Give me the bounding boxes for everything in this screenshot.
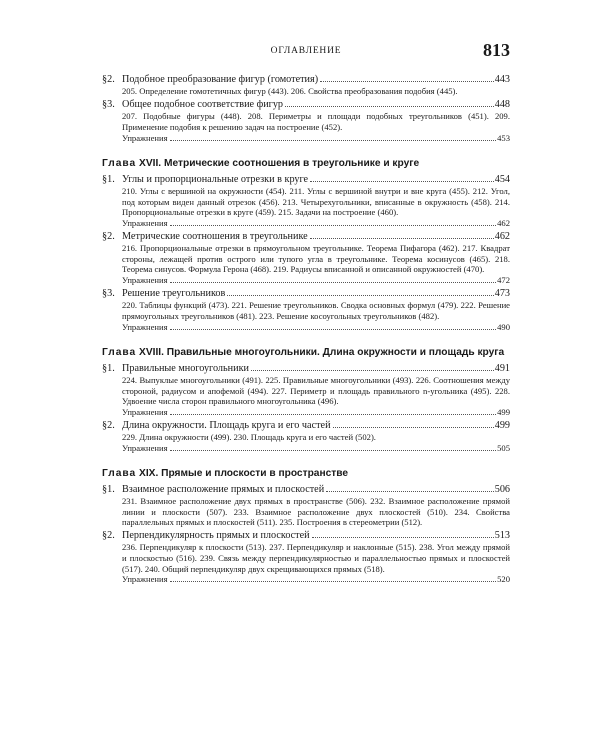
section-subtopics: 220. Таблицы функций (473). 221. Решение треугольников. Сводка основных формул (479). 222. Решение прямоугольных треугольников (481). 223. Решение косоугольных треугольников (482). <box>122 300 510 321</box>
exercises-label: Упражнения <box>122 406 168 417</box>
exercises-page: 462 <box>497 217 510 228</box>
chapter-title: XVIII. Правильные многоугольники. Длина окружности и площадь круга <box>139 346 505 358</box>
dot-leader <box>170 140 497 141</box>
section-number: §2. <box>102 230 115 242</box>
dot-leader <box>333 427 494 428</box>
dot-leader <box>310 238 494 239</box>
toc-section-entry <box>102 363 510 375</box>
section-number: §2. <box>102 529 115 541</box>
toc-exercises-entry <box>122 443 510 454</box>
section-title: Подобное преобразование фигур (гомотетия) <box>122 74 319 85</box>
toc-exercises-entry <box>122 133 510 144</box>
chapter-word: Глава <box>102 346 137 358</box>
exercises-page: 499 <box>497 406 510 417</box>
section-title: Метрические соотношения в треугольнике <box>122 230 308 242</box>
toc-section-entry <box>102 99 510 111</box>
section-number: §3. <box>102 99 115 110</box>
section-subtopics: 224. Выпуклые многоугольники (491). 225. Правильные многоугольники (493). 226. Соотношения между стороной, радиусом и апофемой (494). 227. Периметр и площадь правильного n-угольника (495). 228. Удвоение числа сторон правильного многоугольника (496). <box>122 374 510 407</box>
chapter-heading <box>102 157 510 170</box>
exercises-page: 505 <box>497 442 510 453</box>
section-subtopics: 231. Взаимное расположение двух прямых в пространстве (506). 232. Взаимное расположение прямой линии и плоскости (507). 233. Взаимное расположение двух плоскостей (510). 234. Свойства параллельных прямых и плоскостей (511). 235. Построения в стереометрии (512). <box>122 496 510 528</box>
toc-section-entry <box>102 74 510 86</box>
dot-leader <box>170 414 497 415</box>
section-title: Углы и пропорциональные отрезки в круге <box>122 173 309 185</box>
exercises-page: 490 <box>497 321 510 332</box>
toc-section-entry <box>102 174 510 186</box>
exercises-page: 472 <box>497 274 510 285</box>
section-page: 491 <box>494 362 510 374</box>
section-subtopics: 229. Длина окружности (499). 230. Площадь круга и его частей (502). <box>122 432 376 443</box>
toc-content <box>102 74 510 585</box>
dot-leader <box>310 181 494 182</box>
section-subtopics: 205. Определение гомотетичных фигур (443). 206. Свойства преобразования подобия (445). <box>122 86 458 97</box>
dot-leader <box>170 329 497 330</box>
chapter-heading <box>102 346 510 359</box>
dot-leader <box>170 581 497 582</box>
section-title: Правильные многоугольники <box>122 362 249 374</box>
toc-section-entry <box>102 420 510 432</box>
section-number: §1. <box>102 173 115 185</box>
section-subtopics: 210. Углы с вершиной на окружности (454). 211. Углы с вершиной внутри и вне круга (455). 212. Угол, под которым виден данный отрезок (456). 213. Четырехугольники, вписанные в окружность (458). 214. Пропорциональные отрезки в круге (459). 215. Задачи на построение (460). <box>122 186 510 218</box>
toc-section-entry <box>102 530 510 542</box>
section-subtopics: 207. Подобные фигуры (448). 208. Периметры и площади подобных треугольников (451). 209. Применение подобия к решению задач на построение (452). <box>122 111 510 132</box>
chapter-title: XVII. Метрические соотношения в треугольнике и круге <box>139 157 420 169</box>
page-header <box>102 40 510 64</box>
section-number: §3. <box>102 287 115 299</box>
section-title: Перпендикулярность прямых и плоскостей <box>122 529 310 541</box>
section-number: §2. <box>102 419 115 431</box>
section-page: 473 <box>494 287 510 299</box>
section-page: 506 <box>494 483 510 495</box>
toc-exercises-entry <box>122 322 510 333</box>
running-title: ОГЛАВЛЕНИЕ <box>270 46 342 56</box>
toc-exercises-entry <box>122 275 510 286</box>
section-subtopics: 216. Пропорциональные отрезки в прямоугольном треугольнике. Теорема Пифагора (462). 217. Квадрат стороны, лежащей против острого или тупого угла в треугольнике. Теорема косинусов (465). 218. Теорема синусов. Формула Герона (468). 219. Радиусы вписанной и описанной окружностей (470). <box>122 243 510 275</box>
section-title: Взаимное расположение прямых и плоскостей <box>122 483 325 495</box>
dot-leader <box>170 450 497 451</box>
section-page: 462 <box>494 230 510 242</box>
toc-section-entry <box>102 484 510 496</box>
exercises-label: Упражнения <box>122 442 168 453</box>
toc-section-entry <box>102 288 510 300</box>
toc-page <box>102 40 510 585</box>
section-number: §2. <box>102 74 115 85</box>
section-page: 513 <box>494 529 510 541</box>
dot-leader <box>227 295 493 296</box>
section-page: 499 <box>494 419 510 431</box>
section-title: Общее подобное соответствие фигур <box>122 99 284 110</box>
exercises-label: Упражнения <box>122 217 168 228</box>
section-page: 448 <box>494 99 510 110</box>
chapter-title: XIX. Прямые и плоскости в пространстве <box>139 467 349 479</box>
toc-section-entry <box>102 231 510 243</box>
chapter-word: Глава <box>102 467 137 479</box>
section-number: §1. <box>102 362 115 374</box>
exercises-label: Упражнения <box>122 132 168 143</box>
section-subtopics: 236. Перпендикуляр к плоскости (513). 237. Перпендикуляр и наклонные (515). 238. Угол между прямой и плоскостью (516). 239. Связь между перпендикулярностью и параллельностью прямых и плоскостей (517). 240. Общий перпендикуляр двух скрещивающихся прямых (518). <box>122 542 510 574</box>
toc-exercises-entry <box>122 218 510 229</box>
dot-leader <box>285 106 494 107</box>
exercises-page: 520 <box>497 574 510 585</box>
section-number: §1. <box>102 483 115 495</box>
dot-leader <box>251 370 494 371</box>
toc-exercises-entry <box>122 407 510 418</box>
exercises-label: Упражнения <box>122 274 168 285</box>
exercises-label: Упражнения <box>122 574 168 585</box>
section-title: Решение треугольников <box>122 287 226 299</box>
section-title: Длина окружности. Площадь круга и его частей <box>122 419 331 431</box>
exercises-page: 453 <box>497 132 510 143</box>
dot-leader <box>312 537 494 538</box>
section-page: 454 <box>494 173 510 185</box>
dot-leader <box>170 282 497 283</box>
dot-leader <box>170 225 497 226</box>
toc-exercises-entry <box>122 574 510 585</box>
chapter-word: Глава <box>102 157 137 169</box>
dot-leader <box>320 81 494 82</box>
chapter-heading <box>102 467 510 480</box>
section-page: 443 <box>494 74 510 85</box>
exercises-label: Упражнения <box>122 321 168 332</box>
page-number: 813 <box>483 40 510 60</box>
dot-leader <box>326 491 494 492</box>
